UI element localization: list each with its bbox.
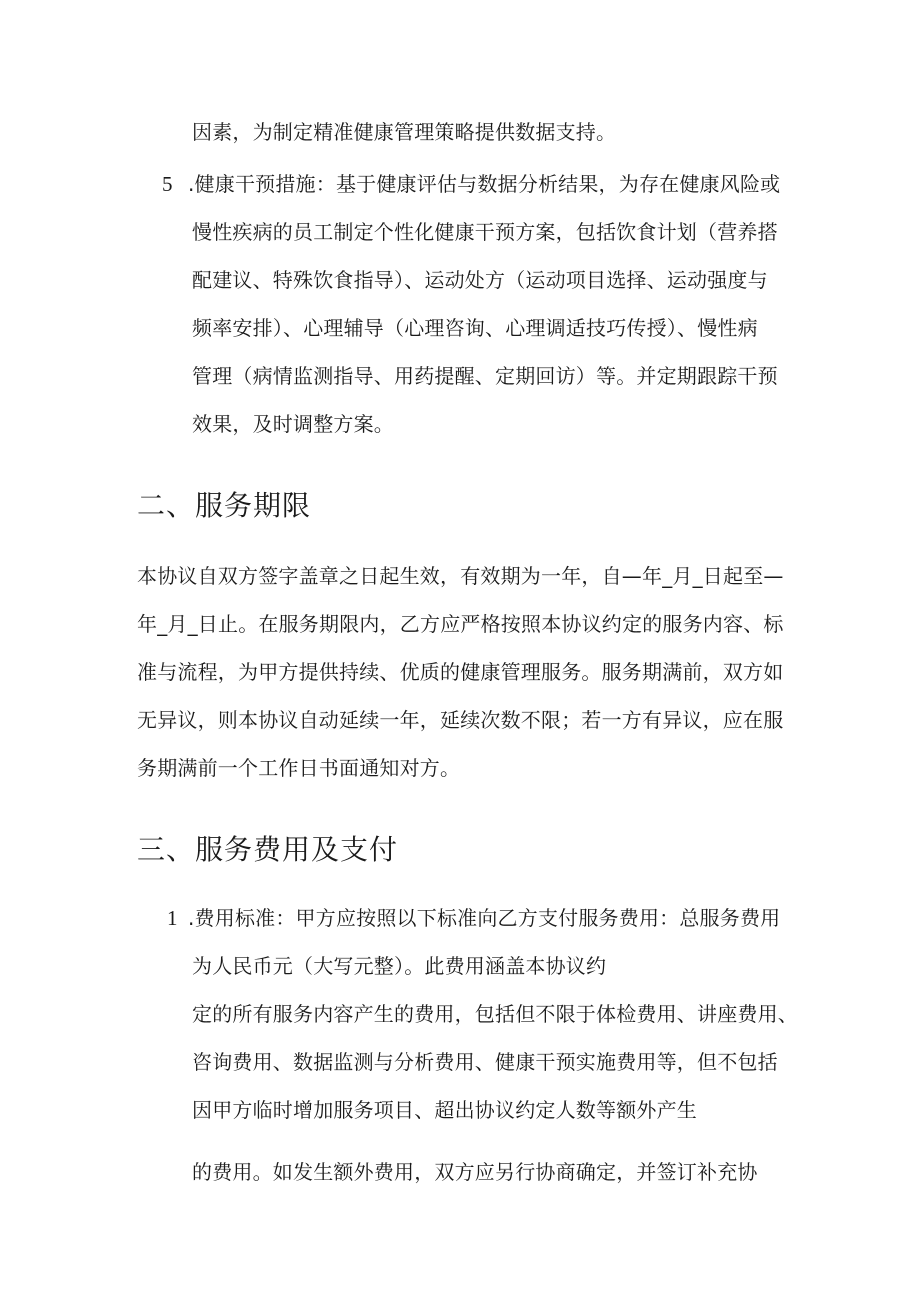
section-2-line-1: 本协议自双方签字盖章之日起生效，有效期为一年，自—年_月_日起至— (137, 564, 784, 588)
item-5-line-6: 效果，及时调整方案。 (192, 412, 394, 436)
section-2-heading: 二、服务期限 (137, 489, 312, 522)
section-3-heading: 三、服务费用及支付 (137, 833, 399, 866)
item-5-line-1: .健康干预措施：基于健康评估与数据分析结果，为存在健康风险或 (188, 172, 781, 196)
item-5-number: 5 (162, 172, 173, 196)
section-2-line-2: 年_月_日止。在服务期限内，乙方应严格按照本协议约定的服务内容、标 (137, 612, 784, 636)
item-5-line-3: 配建议、特殊饮食指导）、运动处方（运动项目选择、运动强度与 (192, 268, 768, 292)
item-1-line-6: 的费用。如发生额外费用，双方应另行协商确定，并签订补充协 (192, 1160, 758, 1184)
item-1-line-3: 定的所有服务内容产生的费用，包括但不限于体检费用、讲座费用、 (192, 1002, 798, 1026)
item-5-line-4: 频率安排）、心理辅导（心理咨询、心理调适技巧传授）、慢性病 (192, 316, 758, 340)
item-1-line-4: 咨询费用、数据监测与分析费用、健康干预实施费用等，但不包括 (192, 1050, 778, 1074)
section-2-line-3: 准与流程，为甲方提供持续、优质的健康管理服务。服务期满前，双方如 (137, 660, 784, 684)
section-2-line-5: 务期满前一个工作日书面通知对方。 (137, 756, 461, 780)
item-1-number: 1 (167, 906, 178, 930)
section-2-line-4: 无异议，则本协议自动延续一年，延续次数不限；若一方有异议，应在服 (137, 708, 784, 732)
item-1-line-1: .费用标准：甲方应按照以下标准向乙方支付服务费用：总服务费用 (188, 906, 781, 930)
item-1-line-5: 因甲方临时增加服务项目、超出协议约定人数等额外产生 (192, 1098, 697, 1122)
item-5-line-5: 管理（病情监测指导、用药提醒、定期回访）等。并定期跟踪干预 (192, 364, 778, 388)
continuation-line: 因素，为制定精准健康管理策略提供数据支持。 (192, 120, 617, 144)
item-5-line-2: 慢性疾病的员工制定个性化健康干预方案，包括饮食计划（营养搭 (192, 220, 778, 244)
item-1-line-2: 为人民币元（大写元整）。此费用涵盖本协议约 (192, 954, 607, 978)
